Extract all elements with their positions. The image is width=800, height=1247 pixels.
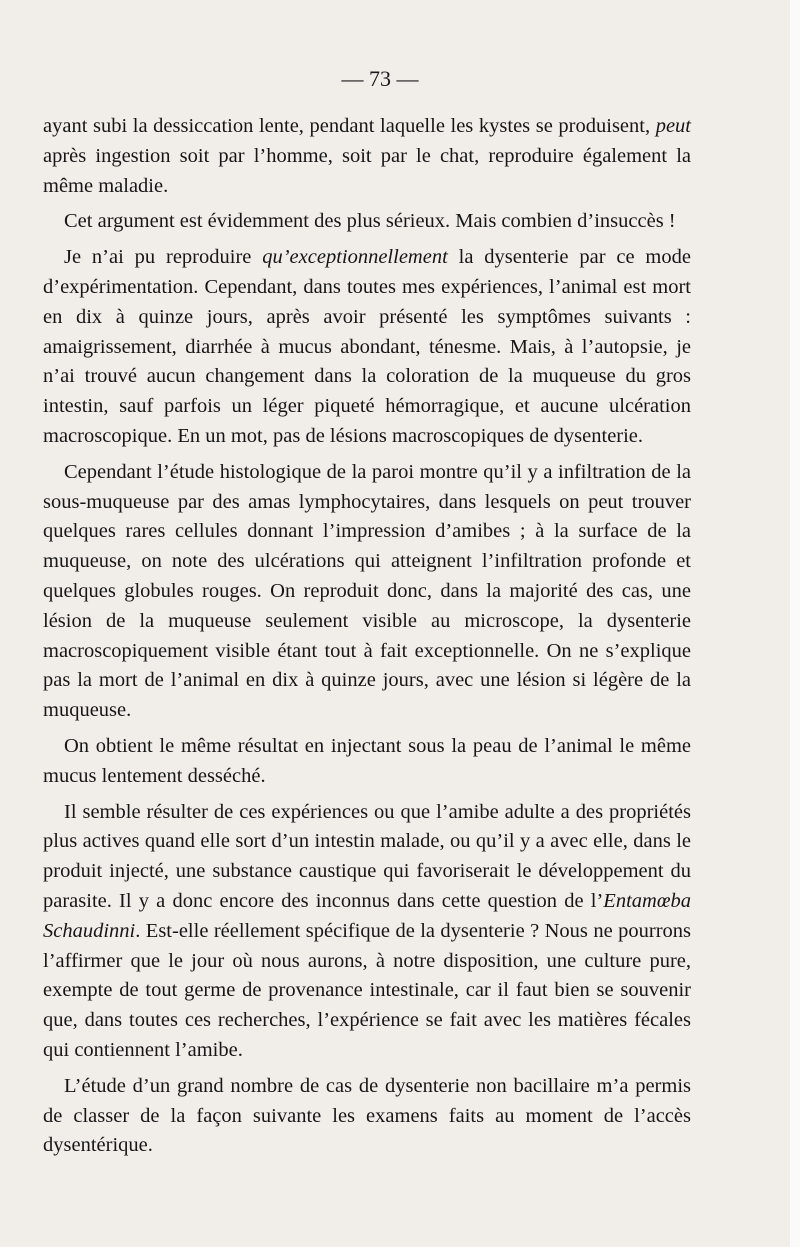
paragraph	[43, 458, 691, 726]
page-number: — 73 —	[341, 66, 419, 91]
text-run: On obtient le même résultat en injectant sous la peau de l’animal le même mucus lentement desséché.	[43, 734, 691, 787]
text-run: Je n’ai pu reproduire	[64, 246, 263, 269]
text-run: après ingestion soit par l’homme, soit par le chat, reproduire également la même maladie.	[43, 144, 691, 197]
paragraph	[43, 243, 691, 452]
page-edge	[790, 0, 800, 1247]
paragraph	[43, 112, 691, 201]
text-run: ayant subi la dessiccation lente, pendant laquelle les kystes se produisent,	[43, 115, 656, 137]
italic-run: Entamœba Schaudinni	[43, 889, 691, 942]
paragraph	[43, 207, 691, 237]
italic-run: peut	[655, 115, 691, 137]
paragraph	[43, 1072, 691, 1161]
text-run: . Est-elle réellement spécifique de la dysenterie ? Nous ne pourrons l’affirmer que le jour où nous aurons, à notre disposition, une culture pure, exempte de tout germe de provenance intestinale, car il faut bien se souvenir que, dans toutes ces recherches, l’expérience se fait avec les matières fécales qui contiennent l’amibe.	[43, 919, 691, 1061]
text-run: Cet argument est évidemment des plus sérieux. Mais combien d’insuccès !	[64, 210, 676, 233]
italic-run: qu’exceptionnellement	[262, 246, 448, 269]
paragraph	[43, 732, 691, 792]
text-run: L’étude d’un grand nombre de cas de dysenterie non bacillaire m’a permis de classer de la façon suivante les examens faits au moment de l’accès dysentérique.	[43, 1074, 691, 1157]
text-run: Il semble résulter de ces expériences ou que l’amibe adulte a des propriétés plus actives quand elle sort d’un intestin malade, ou qu’il y a avec elle, dans le produit injecté, une substance caustique qui favoriserait le développement du parasite. Il y a donc encore des inconnus dans cette question de l’	[43, 800, 691, 912]
paragraph	[43, 798, 691, 1066]
text-run: la dysenterie par ce mode d’expérimentation. Cependant, dans toutes mes expériences, l’animal est mort en dix à quinze jours, après avoir présenté les symptômes suivants : amaigrissement, diarrhée à mucus abondant, ténesme. Mais, à l’autopsie, je n’ai trouvé aucun changement dans la coloration de la muqueuse du gros intestin, sauf parfois un léger piqueté hémorragique, et aucune ulcération macroscopique. En un mot, pas de lésions macroscopiques de dysenterie.	[43, 246, 691, 447]
text-run: Cependant l’étude histologique de la paroi montre qu’il y a infiltration de la sous-muqueuse par des amas lymphocytaires, dans lesquels on peut trouver quelques rares cellules donnant l’impression d’amibes ; à la surface de la muqueuse, on note des ulcérations qui atteignent l’infiltration profonde et quelques globules rouges. On reproduit donc, dans la majorité des cas, une lésion de la muqueuse seulement visible au microscope, la dysenterie macroscopiquement visible étant tout à fait exceptionnelle. On ne s’explique pas la mort de l’animal en dix à quinze jours, avec une lésion si légère de la muqueuse.	[43, 460, 691, 722]
body-text	[43, 112, 691, 1167]
